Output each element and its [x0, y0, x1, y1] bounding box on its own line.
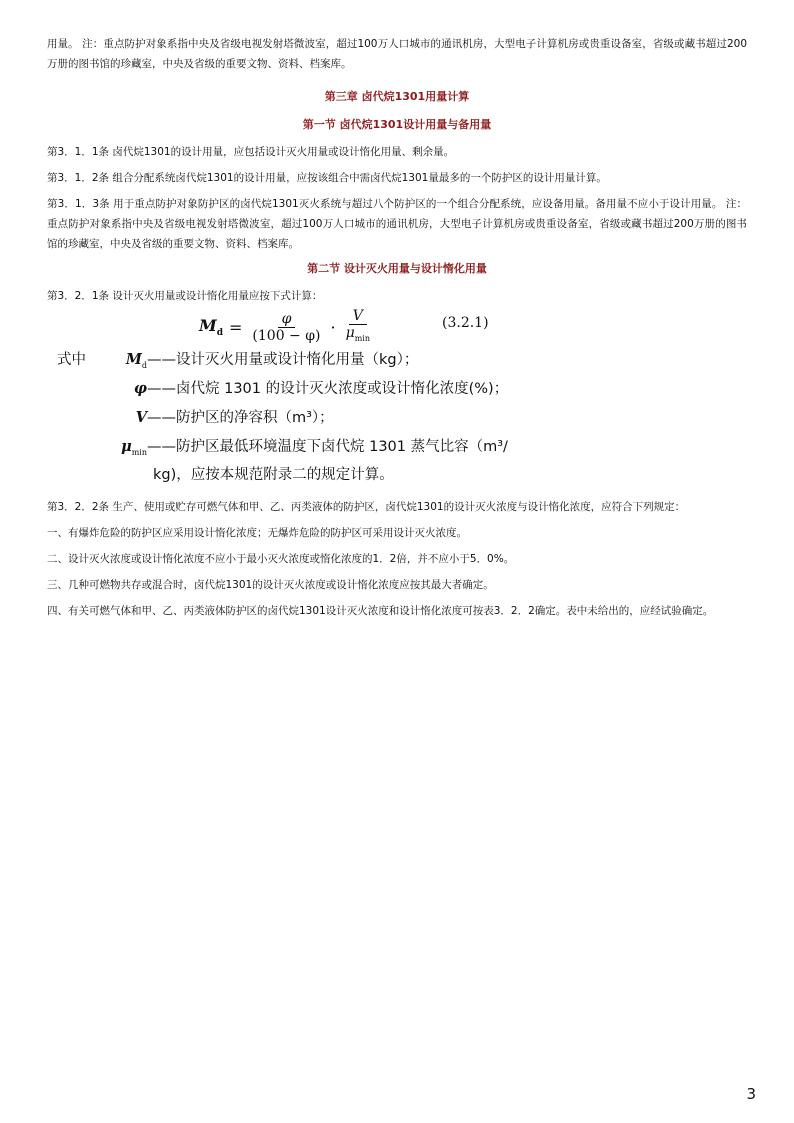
definition-row: $\mu_{min}$ ——防护区最低环境温度下卤代烷 1301 蒸气比容（m³/ — [57, 435, 747, 464]
article-3-1-1: 第3．1．1条 卤代烷1301的设计用量，应包括设计灭火用量或设计惰化用量、剩余量。 — [47, 146, 455, 158]
definition-text: ——设计灭火用量或设计惰化用量（kg）； — [147, 352, 419, 368]
article-3-1-2: 第3．1．2条 组合分配系统卤代烷1301的设计用量，应按该组合中需卤代烷1301量最多的一个防护区的设计用量计算。 — [47, 172, 607, 184]
formula-dot: · — [330, 317, 336, 337]
clause-3: 三、几种可燃物共存或混合时，卤代烷1301的设计灭火浓度或设计惰化浓度应按其最大者确定。 — [47, 578, 494, 591]
definition-text: ——防护区的净容积（m³）； — [147, 409, 334, 426]
section-title-2: 第二节 设计灭火用量与设计惰化用量 — [307, 262, 487, 275]
formula-fraction-2: $\frac{V}{\mu_{min}}$ — [345, 308, 371, 343]
formula-definitions — [57, 348, 747, 487]
formula-fraction-1: $\frac{\varphi}{(100 - \varphi)}$ — [252, 310, 321, 344]
article-3-2-1: 第3．2．1条 设计灭火用量或设计惰化用量应按下式计算： — [47, 290, 323, 302]
clause-1: 一、有爆炸危险的防护区应采用设计惰化浓度；无爆炸危险的防护区可采用设计灭火浓度。 — [47, 526, 467, 539]
article-3-2-2: 第3．2．2条 生产、使用或贮存可燃气体和甲、乙、丙类液体的防护区，卤代烷1301的设计灭火浓度与设计惰化浓度，应符合下列规定： — [47, 500, 686, 513]
section-title-1: 第一节 卤代烷1301设计用量与备用量 — [302, 118, 492, 131]
definition-text: ——卤代烷 1301 的设计灭火浓度或设计惰化浓度(%)； — [147, 380, 509, 397]
formula-equals: = — [229, 317, 243, 337]
paragraph: 用量。 注：重点防护对象系指中央及省级电视发射塔微波室，超过100万人口城市的通讯机房，大型电子计算机房或贵重设备室，省级或藏书超过200万册的图书馆的珍藏室，中央及省级的重要文物、资料、档案库。 — [47, 38, 747, 70]
chapter-title: 第三章 卤代烷1301用量计算 — [324, 90, 470, 103]
definition-row: 式中 $M_d$ ——设计灭火用量或设计惰化用量（kg）； — [57, 348, 747, 377]
formula-lhs: $M_d$ — [199, 316, 224, 339]
formula-expression — [199, 308, 374, 347]
clause-4: 四、有关可燃气体和甲、乙、丙类液体防护区的卤代烷1301设计灭火浓度和设计惰化浓度可按表3．2．2确定。表中未给出的，应经试验确定。 — [47, 604, 714, 617]
definition-row: φ ——卤代烷 1301 的设计灭火浓度或设计惰化浓度(%)； — [57, 377, 747, 406]
definition-row: V ——防护区的净容积（m³）； — [57, 406, 747, 435]
clause-2: 二、设计灭火浓度或设计惰化浓度不应小于最小灭火浓度或惰化浓度的1．2倍，并不应小于5．0%。 — [47, 552, 515, 565]
equation-number: (3.2.1) — [442, 315, 489, 331]
article-3-1-3: 第3．1．3条 用于重点防护对象防护区的卤代烷1301灭火系统与超过八个防护区的一个组合分配系统，应设备用量。备用量不应小于设计用量。 注：重点防护对象系指中央及省级电视发射塔微波室，超过100万人口城市的通讯机房，大型电子计算机房或贵重设备室，省级或藏书超过200万册的图书馆的珍藏室，中央及省级的重要文物、资料、档案库。 — [47, 198, 747, 250]
formula-3-2-1 — [47, 308, 747, 344]
definition-text: ——防护区最低环境温度下卤代烷 1301 蒸气比容（m³/ — [147, 438, 508, 455]
definition-prefix: 式中 — [57, 352, 86, 368]
page-number: 3 — [746, 1085, 756, 1103]
definition-continuation: kg)，应按本规范附录二的规定计算。 — [153, 466, 394, 483]
document-page — [47, 34, 747, 627]
